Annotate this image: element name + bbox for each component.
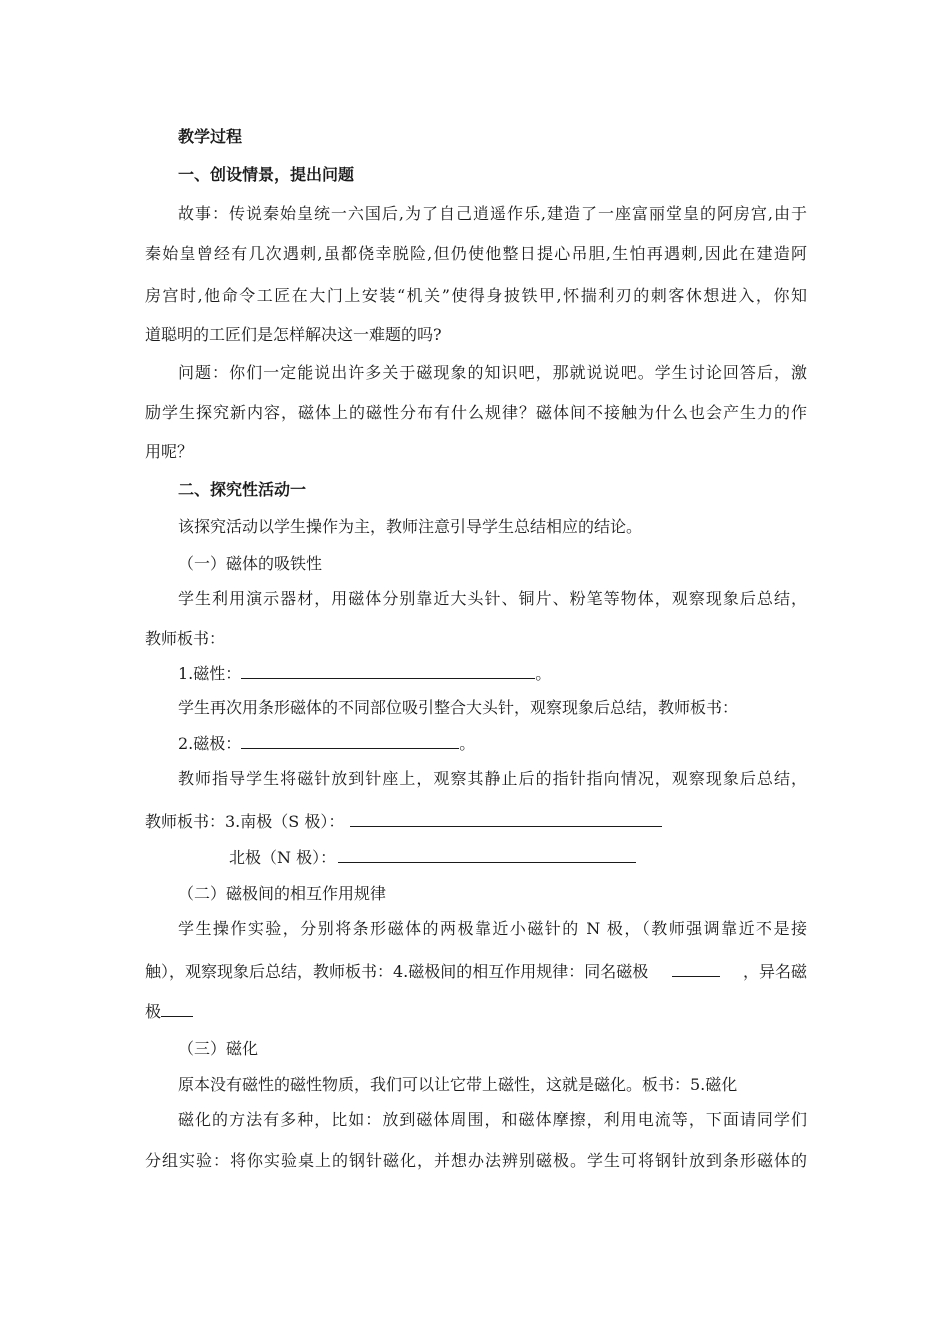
- sub1-line-2: 教师板书：: [145, 629, 226, 648]
- sub1-line-1: 学生利用演示器材，用磁体分别靠近大头针、铜片、粉笔等物体，观察现象后总结，: [178, 589, 807, 608]
- sub2-line-2-text: 触），观察现象后总结，教师板书：4.磁极间的相互作用规律：同名磁极: [145, 962, 649, 981]
- sub2-line-3-text: 极: [145, 1002, 162, 1021]
- item1-end: 。: [535, 664, 552, 683]
- story-line-1: 故事：传说秦始皇统一六国后,为了自己逍遥作乐,建造了一座富丽堂皇的阿房宫,由于: [178, 204, 807, 223]
- sub2-line-3: [145, 1002, 193, 1022]
- same-poles-blank[interactable]: [672, 962, 720, 977]
- north-pole-label: 北极（N 极）：: [229, 848, 337, 867]
- sub2-line-2-tail: ，异名磁: [742, 962, 807, 981]
- story-line-2: 秦始皇曾经有几次遇刺,虽都侥幸脱险,但仍使他整日提心吊胆,生怕再遇刺,因此在建造阿: [145, 244, 807, 263]
- section1-title: 一、创设情景，提出问题: [178, 165, 355, 184]
- opposite-poles-blank[interactable]: [161, 1002, 193, 1017]
- item2-poles: [178, 734, 475, 754]
- sub2-title: （二）磁极间的相互作用规律: [178, 884, 387, 903]
- item1-label: 1.磁性：: [178, 664, 242, 683]
- item1-answer-blank[interactable]: [241, 664, 535, 679]
- story-line-3: 房宫时,他命令工匠在大门上安装“机关”使得身披铁甲,怀揣利刃的刺客休想进入，你知: [145, 286, 807, 305]
- story-line-4: 道聪明的工匠们是怎样解决这一难题的吗?: [145, 325, 442, 344]
- sub1-line-4: 教师指导学生将磁针放到针座上，观察其静止后的指针指向情况，观察现象后总结，: [178, 769, 807, 788]
- item2-end: 。: [459, 734, 476, 753]
- north-pole-blank[interactable]: [338, 848, 636, 863]
- south-pole-label: 教师板书：3.南极（S 极）：: [145, 812, 345, 831]
- item1-magnetism: [178, 664, 551, 684]
- sub1-line-3: 学生再次用条形磁体的不同部位吸引整合大头针，观察现象后总结，教师板书：: [178, 698, 739, 717]
- doc-heading: 教学过程: [178, 127, 243, 146]
- south-pole-blank[interactable]: [350, 812, 662, 827]
- south-pole-line: [145, 812, 662, 832]
- sub3-line-1: 原本没有磁性的磁性物质，我们可以让它带上磁性，这就是磁化。板书：5.磁化: [178, 1075, 738, 1094]
- sub2-line-1: 学生操作实验，分别将条形磁体的两极靠近小磁针的 N 极，（教师强调靠近不是接: [178, 919, 807, 938]
- question-line-3: 用呢？: [145, 442, 194, 461]
- sub3-title: （三）磁化: [178, 1039, 259, 1058]
- item2-answer-blank[interactable]: [241, 734, 459, 749]
- question-line-1: 问题：你们一定能说出许多关于磁现象的知识吧，那就说说吧。学生讨论回答后，激: [178, 363, 807, 382]
- item2-label: 2.磁极：: [178, 734, 242, 753]
- north-pole-line: [229, 848, 636, 868]
- question-line-2: 励学生探究新内容，磁体上的磁性分布有什么规律？磁体间不接触为什么也会产生力的作: [145, 403, 807, 422]
- sub1-title: （一）磁体的吸铁性: [178, 554, 323, 573]
- section2-intro: 该探究活动以学生操作为主，教师注意引导学生总结相应的结论。: [178, 517, 643, 536]
- sub3-line-2: 磁化的方法有多种，比如：放到磁体周围，和磁体摩擦，利用电流等，下面请同学们: [178, 1110, 807, 1129]
- section2-title: 二、探究性活动一: [178, 480, 307, 499]
- sub2-line-2: [145, 962, 807, 982]
- sub3-line-3: 分组实验：将你实验桌上的钢针磁化，并想办法辨别磁极。学生可将钢针放到条形磁体的: [145, 1151, 807, 1170]
